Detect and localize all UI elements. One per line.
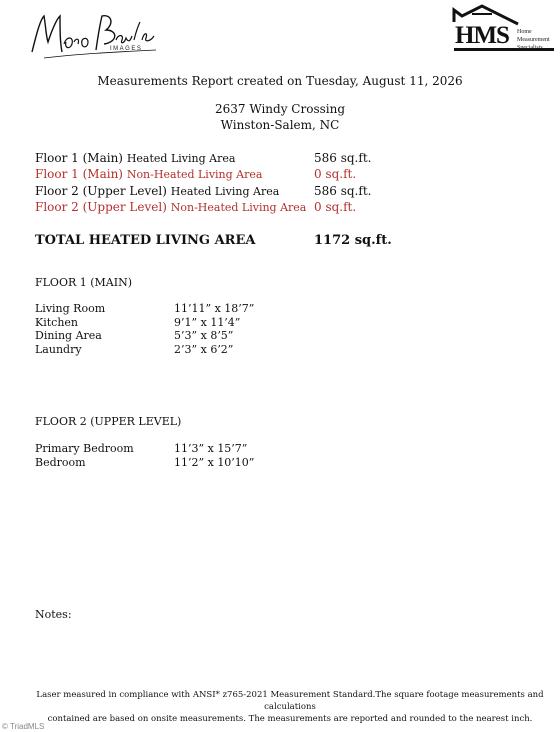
marco-basile-logo [26,6,166,66]
room-row [35,316,240,330]
area-value: 586 sq.ft. [314,184,372,198]
area-type: Heated Living Area [170,185,280,198]
area-type: Non-Heated Living Area [126,168,263,181]
room-name: Dining Area [35,329,102,342]
room-row [35,329,233,343]
area-value: 0 sq.ft. [314,167,357,181]
area-floor: Floor 2 (Upper Level) [35,184,167,198]
total-heated-area [35,233,392,248]
total-label: TOTAL HEATED LIVING AREA [35,233,256,248]
report-title: Measurements Report created on Tuesday, August 11, 2026 [97,74,463,88]
area-floor: Floor 1 (Main) [35,167,123,181]
signature-logo-icon [26,6,166,66]
room-row [35,456,254,470]
area-value: 0 sq.ft. [314,200,357,214]
area-row [35,166,356,183]
room-dims: 11’11” x 18’7” [174,302,255,315]
notes-label: Notes: [35,608,72,621]
area-label [35,199,314,216]
total-value: 1172 sq.ft. [314,233,392,248]
footer-line: contained are based on onsite measurements. The measurements are reported and rounded to the nearest inch. [47,714,533,724]
area-label [35,150,314,167]
floor1-heading: FLOOR 1 (MAIN) [35,276,133,289]
room-name: Primary Bedroom [35,442,134,455]
floor2-heading: FLOOR 2 (UPPER LEVEL) [35,415,182,428]
area-value: 586 sq.ft. [314,151,372,165]
area-type: Non-Heated Living Area [170,201,307,214]
room-name: Bedroom [35,455,86,469]
room-dims: 9’1” x 11’4” [174,315,241,329]
footer-line: Laser measured in compliance with ANSI* z765-2021 Measurement Standard.The square footage measurements and calculations [36,690,544,712]
area-type: Heated Living Area [126,152,236,165]
mls-watermark: © TriadMLS [2,722,45,731]
room-name: Kitchen [35,315,78,329]
room-dims: 11’2” x 10’10” [174,455,255,469]
room-dims: 11’3” x 15’7” [174,442,248,455]
logo-subtitle: IMAGES [110,46,143,52]
tagline-line: Home [517,29,532,35]
room-dims: 5’3” x 8’5” [174,329,234,342]
area-row [35,150,371,167]
footer-disclaimer [20,689,560,725]
hms-logo [452,4,556,60]
address-street: 2637 Windy Crossing [214,102,346,116]
room-row [35,442,247,456]
area-row [35,183,371,200]
area-label [35,183,314,200]
address-city: Winston-Salem, NC [220,118,340,132]
hms-tagline [517,28,557,52]
hms-abbreviation: HMS [455,22,509,49]
tagline-line: Specialists [517,45,543,51]
room-row [35,343,233,357]
property-address [0,101,560,133]
room-dims: 2’3” x 6’2” [174,342,234,356]
room-row [35,302,254,316]
area-floor: Floor 2 (Upper Level) [35,200,167,214]
area-floor: Floor 1 (Main) [35,151,123,165]
area-row [35,199,356,216]
area-label [35,166,314,183]
room-name: Laundry [35,342,82,356]
tagline-line: Measurement [517,37,550,43]
room-name: Living Room [35,302,106,315]
